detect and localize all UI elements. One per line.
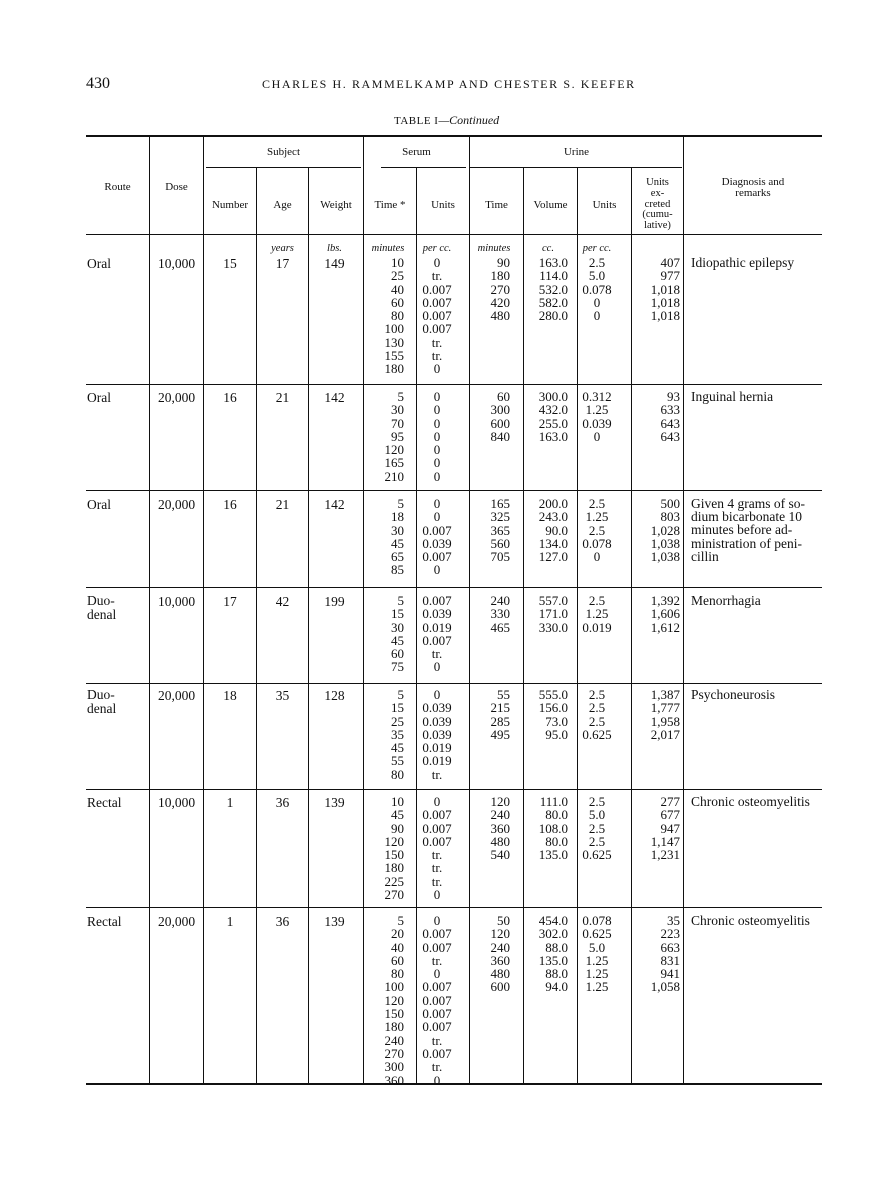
excreted-values: 407 977 1,018 1,018 1,018: [650, 255, 680, 324]
excreted-values: 1,387 1,777 1,958 2,017: [650, 687, 680, 742]
unit-serum-units: per cc.: [422, 243, 452, 254]
unit-weight: lbs.: [327, 243, 342, 254]
age-cell: 36: [275, 795, 290, 810]
serum-time-values: 10 25 40 60 80 100 130 155 180: [384, 255, 404, 377]
urine-time-values: 55 215 285 495: [490, 687, 510, 742]
serum-time-values: 5 18 30 45 65 85: [391, 496, 404, 578]
dose-cell: 10,000: [157, 256, 196, 271]
unit-urine-units: per cc.: [582, 243, 612, 254]
unit-age: years: [271, 243, 294, 254]
urine-time-values: 120 240 360 480 540: [490, 794, 510, 863]
number-cell: 18: [223, 688, 237, 703]
excreted-values: 35 223 663 831 941 1,058: [650, 913, 680, 995]
remark-text: Chronic osteomyelitis: [691, 794, 810, 809]
urine-units-values: 2.5 1.25 0.019: [582, 593, 612, 635]
serum-units-values: 0 tr. 0.007 0.007 0.007 0.007 tr. tr. 0: [422, 255, 452, 377]
header-urine-units: Units: [592, 199, 617, 211]
excreted-values: 277 677 947 1,147 1,231: [650, 794, 680, 863]
age-cell: 21: [275, 497, 290, 512]
number-cell: 16: [223, 390, 237, 405]
row-rule: [86, 587, 822, 588]
row-rule: [86, 683, 822, 684]
header-weight: Weight: [320, 199, 352, 211]
header-number: Number: [211, 199, 249, 211]
caption-continued: —Continued: [438, 113, 500, 127]
remark-text: Inguinal hernia: [691, 389, 774, 404]
number-cell: 16: [223, 497, 237, 512]
column-rule: [308, 168, 309, 1084]
page-number: 430: [86, 75, 110, 92]
weight-cell: 128: [324, 688, 345, 703]
header-dose: Dose: [165, 181, 188, 193]
column-rule: [683, 136, 684, 1084]
dose-cell: 10,000: [157, 594, 196, 609]
remark-text: Menorrhagia: [691, 593, 761, 608]
serum-units-values: 0 0 0 0 0 0 0: [433, 389, 441, 484]
header-urine-time: Time: [485, 199, 508, 211]
group-rule-subject: [206, 167, 361, 168]
route-cell: Oral: [87, 390, 111, 405]
dose-cell: 20,000: [157, 688, 196, 703]
serum-time-values: 10 45 90 120 150 180 225 270: [384, 794, 404, 903]
dose-cell: 20,000: [157, 390, 196, 405]
remark-text: Psychoneurosis: [691, 687, 775, 702]
volume-values: 111.0 80.0 108.0 80.0 135.0: [538, 794, 568, 863]
route-cell: Oral: [87, 256, 111, 271]
number-cell: 1: [226, 795, 234, 810]
weight-cell: 142: [324, 497, 345, 512]
serum-units-values: 0 0.007 0.007 0.007 tr. tr. tr. 0: [422, 794, 452, 903]
urine-time-values: 90 180 270 420 480: [490, 255, 510, 324]
route-cell: Oral: [87, 497, 111, 512]
header-units-excreted: Units ex- creted (cumu- lative): [642, 177, 673, 232]
row-rule: [86, 789, 822, 790]
header-subject: Subject: [267, 146, 300, 158]
urine-units-values: 0.078 0.625 5.0 1.25 1.25 1.25: [582, 913, 612, 995]
excreted-values: 500 803 1,028 1,038 1,038: [650, 496, 680, 565]
serum-time-values: 5 20 40 60 80 100 120 150 180 240 270 300 360: [384, 913, 404, 1088]
table-top-rule: [86, 135, 822, 137]
urine-units-values: 2.5 5.0 0.078 0 0: [582, 255, 612, 324]
urine-time-values: 165 325 365 560 705: [490, 496, 510, 565]
header-urine: Urine: [563, 146, 590, 158]
volume-values: 200.0 243.0 90.0 134.0 127.0: [538, 496, 568, 565]
data-table: [86, 135, 822, 1088]
running-head: CHARLES H. RAMMELKAMP AND CHESTER S. KEEFER: [262, 77, 636, 91]
row-rule: [86, 907, 822, 908]
remark-text: Chronic osteomyelitis: [691, 913, 810, 928]
age-cell: 35: [275, 688, 290, 703]
dose-cell: 10,000: [157, 795, 196, 810]
age-cell: 21: [275, 390, 290, 405]
serum-units-values: 0 0.039 0.039 0.039 0.019 0.019 tr.: [422, 687, 452, 782]
dose-cell: 20,000: [157, 914, 196, 929]
number-cell: 17: [223, 594, 237, 609]
row-rule: [86, 384, 822, 385]
header-bottom-rule: [86, 234, 822, 235]
volume-values: 555.0 156.0 73.0 95.0: [538, 687, 568, 742]
route-cell: Duo- denal: [87, 687, 117, 716]
serum-time-values: 5 15 25 35 45 55 80: [391, 687, 404, 782]
remark-text: Given 4 grams of so- dium bicarbonate 10 minutes before ad- ministration of peni- cillin: [691, 496, 805, 564]
table-caption: [394, 113, 499, 128]
dose-cell: 20,000: [157, 497, 196, 512]
group-rule-urine: [470, 167, 682, 168]
group-rule-serum: [381, 167, 466, 168]
header-route: Route: [104, 181, 131, 193]
volume-values: 300.0 432.0 255.0 163.0: [538, 389, 568, 444]
excreted-values: 1,392 1,606 1,612: [650, 593, 680, 635]
serum-units-values: 0.007 0.039 0.019 0.007 tr. 0: [422, 593, 452, 675]
number-cell: 1: [226, 914, 234, 929]
urine-time-values: 240 330 465: [490, 593, 510, 635]
age-cell: 17: [275, 256, 290, 271]
header-serum-time: Time *: [374, 199, 406, 211]
urine-units-values: 2.5 5.0 2.5 2.5 0.625: [582, 794, 612, 863]
serum-time-values: 5 15 30 45 60 75: [391, 593, 404, 675]
urine-units-values: 2.5 1.25 2.5 0.078 0: [582, 496, 612, 565]
volume-values: 454.0 302.0 88.0 135.0 88.0 94.0: [538, 913, 568, 995]
column-rule: [149, 136, 150, 1084]
urine-time-values: 60 300 600 840: [490, 389, 510, 444]
volume-values: 557.0 171.0 330.0: [538, 593, 568, 635]
header-serum: Serum: [402, 146, 431, 158]
serum-time-values: 5 30 70 95 120 165 210: [384, 389, 404, 484]
column-rule: [203, 136, 204, 1084]
header-volume: Volume: [533, 199, 568, 211]
excreted-values: 93 633 643 643: [660, 389, 680, 444]
serum-units-values: 0 0.007 0.007 tr. 0 0.007 0.007 0.007 0.007 tr. 0.007 tr. 0: [422, 913, 452, 1088]
weight-cell: 139: [324, 914, 345, 929]
header-diagnosis: Diagnosis and remarks: [721, 176, 785, 199]
age-cell: 42: [275, 594, 290, 609]
weight-cell: 149: [324, 256, 345, 271]
volume-values: 163.0 114.0 532.0 582.0 280.0: [538, 255, 568, 324]
route-cell: Duo- denal: [87, 593, 117, 622]
route-cell: Rectal: [87, 795, 122, 810]
urine-time-values: 50 120 240 360 480 600: [490, 913, 510, 995]
unit-urine-time: minutes: [477, 243, 511, 254]
caption-label: TABLE I: [394, 115, 439, 127]
weight-cell: 142: [324, 390, 345, 405]
urine-units-values: 0.312 1.25 0.039 0: [582, 389, 612, 444]
serum-units-values: 0 0 0.007 0.039 0.007 0: [422, 496, 452, 578]
column-rule: [256, 168, 257, 1084]
age-cell: 36: [275, 914, 290, 929]
weight-cell: 139: [324, 795, 345, 810]
row-rule: [86, 490, 822, 491]
unit-serum-time: minutes: [371, 243, 405, 254]
header-age: Age: [273, 199, 292, 211]
urine-units-values: 2.5 2.5 2.5 0.625: [582, 687, 612, 742]
remark-text: Idiopathic epilepsy: [691, 255, 795, 270]
weight-cell: 199: [324, 594, 345, 609]
header-serum-units: Units: [431, 199, 455, 211]
route-cell: Rectal: [87, 914, 122, 929]
number-cell: 15: [223, 256, 237, 271]
unit-volume: cc.: [542, 243, 554, 254]
